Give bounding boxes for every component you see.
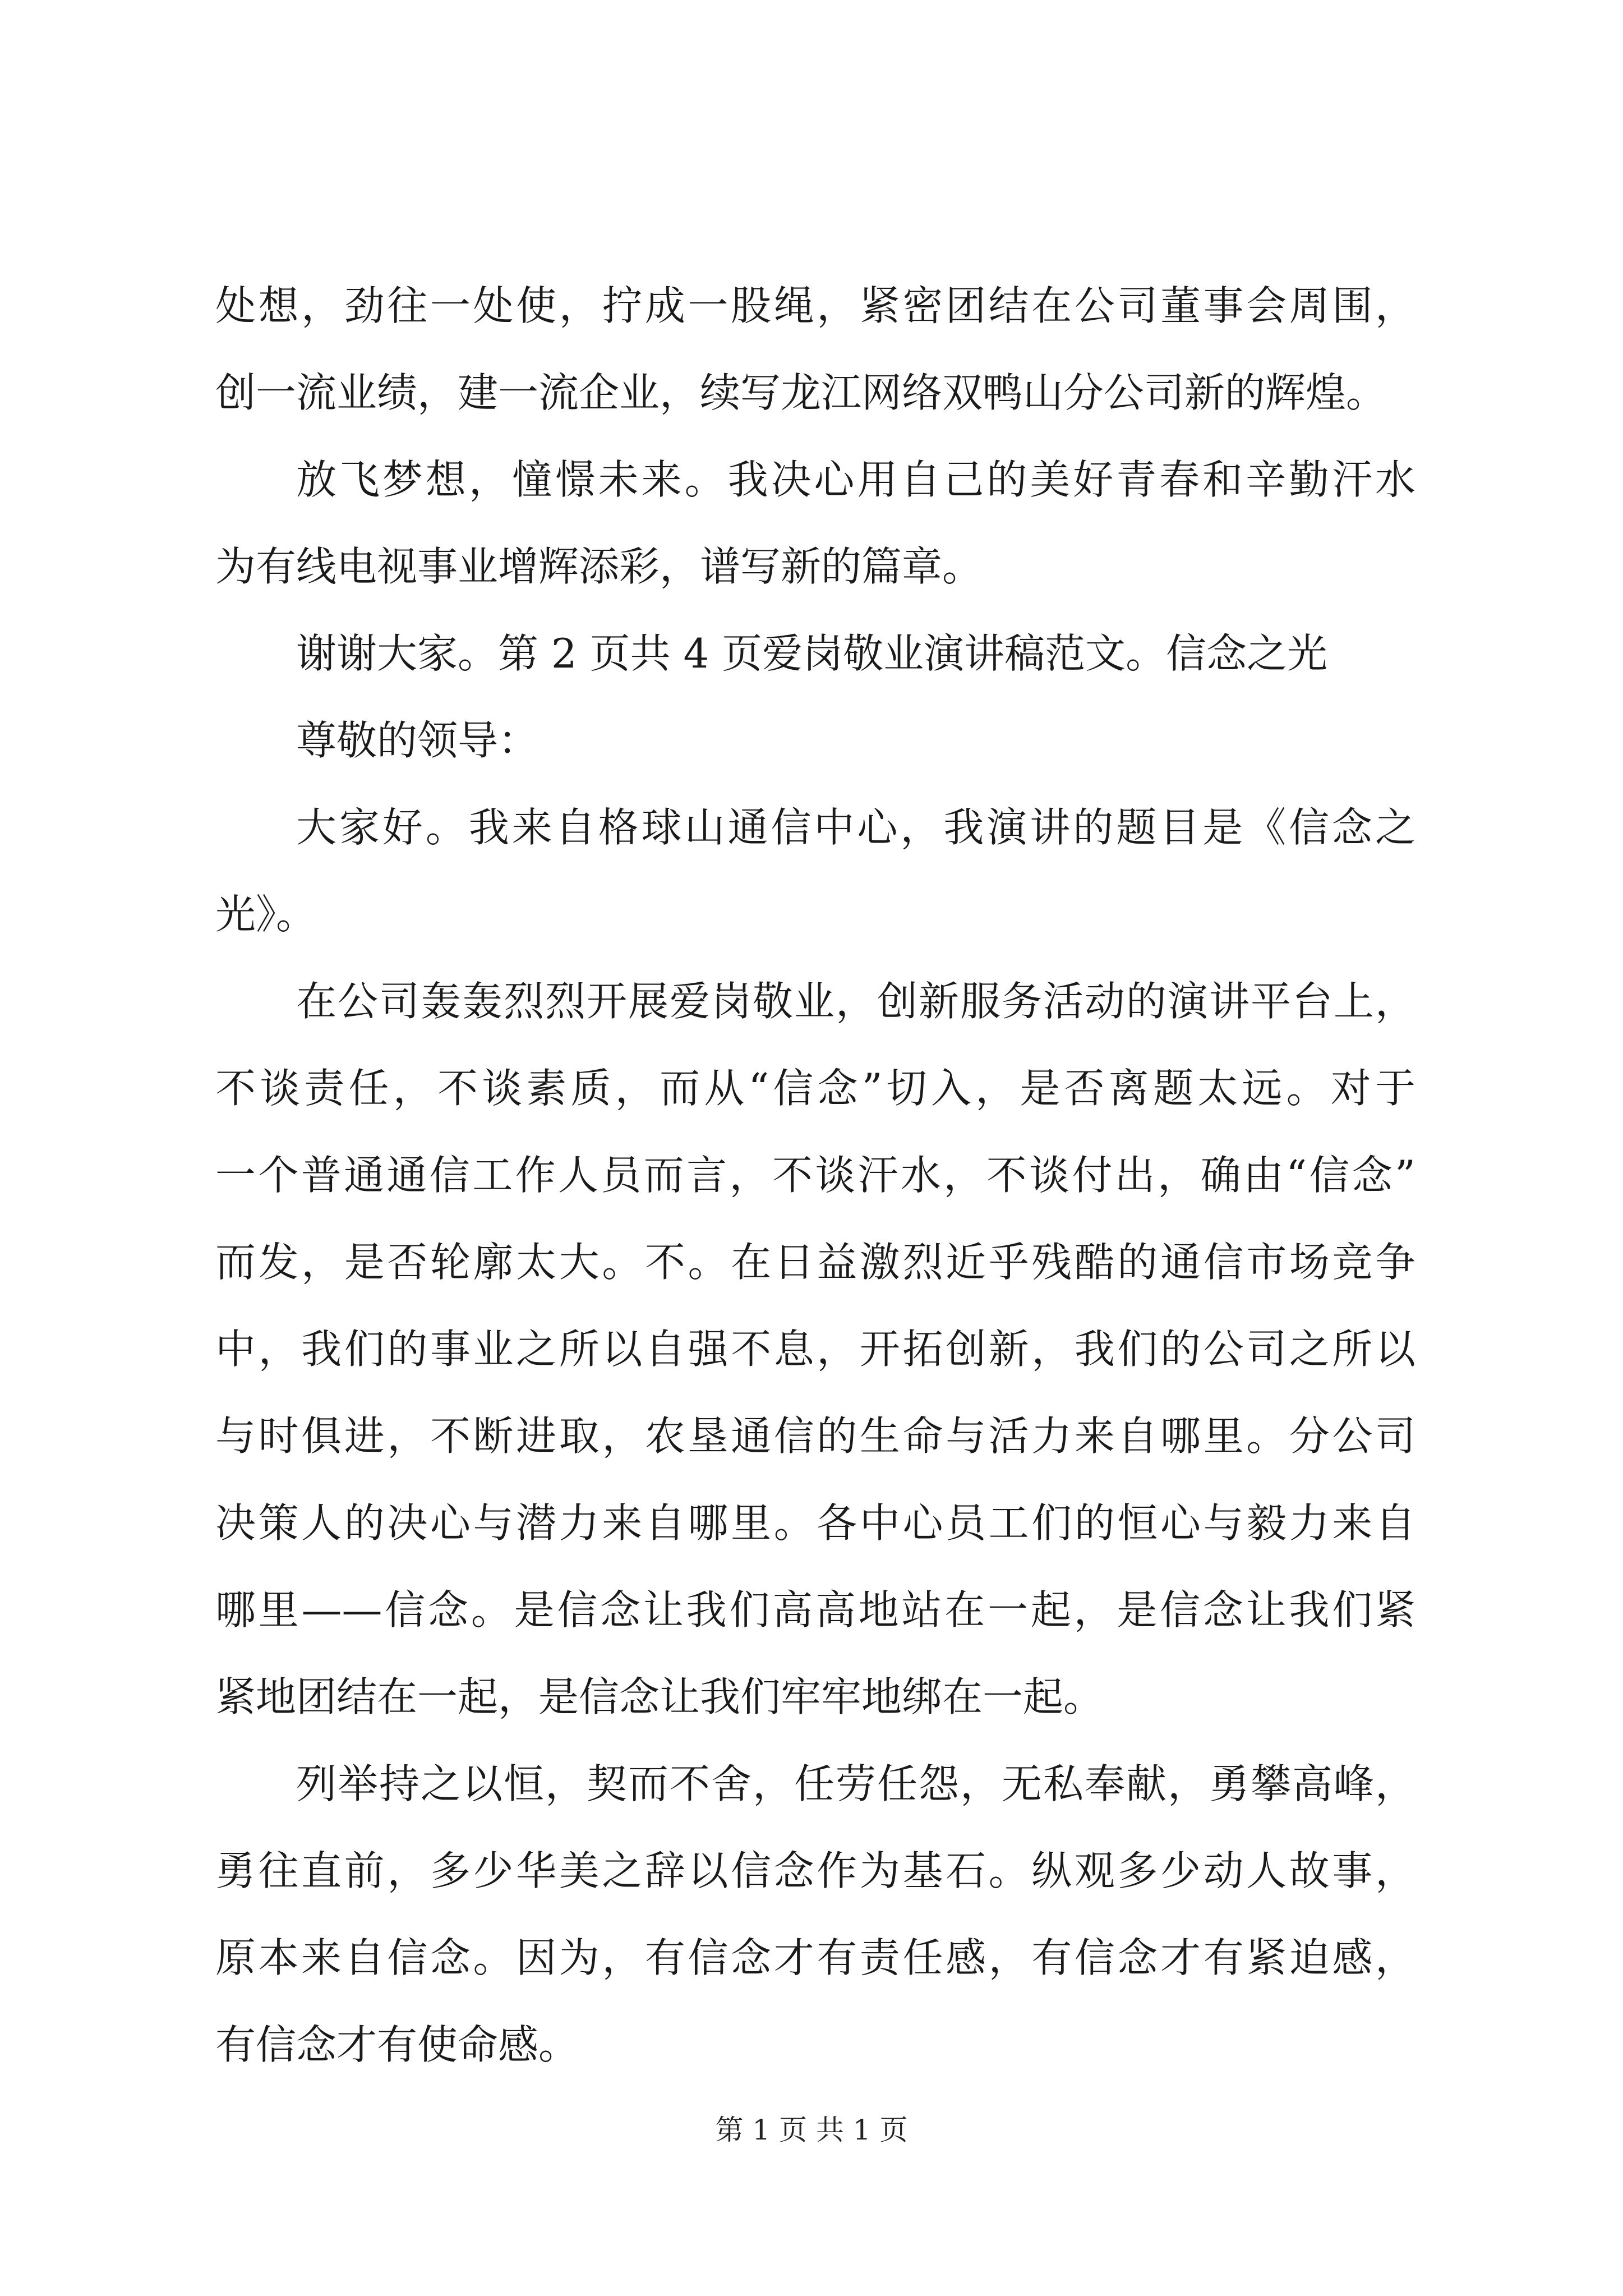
document-body <box>215 263 1415 2088</box>
page-footer: 第 1 页 共 1 页 <box>715 2114 908 2146</box>
text-line: 不谈责任，不谈素质，而从“信念”切入，是否离题太远。对于 <box>215 1065 1415 1112</box>
text-line: 有信念才有使命感。 <box>215 2021 579 2068</box>
text-line: 与时俱进，不断进取，农垦通信的生命与活力来自哪里。分公司 <box>215 1412 1415 1460</box>
text-line: 处想，劲往一处使，拧成一股绳，紧密团结在公司董事会周围， <box>215 282 1415 329</box>
text-line: 大家好。我来自格球山通信中心，我演讲的题目是《信念之 <box>296 804 1415 851</box>
text-line: 紧地团结在一起，是信念让我们牢牢地绑在一起。 <box>215 1673 1104 1720</box>
text-line: 谢谢大家。第 2 页共 4 页爱岗敬业演讲稿范文。信念之光 <box>296 630 1328 677</box>
text-line: 中，我们的事业之所以自强不息，开拓创新，我们的公司之所以 <box>215 1326 1415 1373</box>
text-line: 光》。 <box>215 891 317 938</box>
text-line: 原本来自信念。因为，有信念才有责任感，有信念才有紧迫感， <box>215 1934 1415 1981</box>
text-line: 勇往直前，多少华美之辞以信念作为基石。纵观多少动人故事， <box>215 1847 1415 1894</box>
text-line: 决策人的决心与潜力来自哪里。各中心员工们的恒心与毅力来自 <box>215 1499 1415 1547</box>
text-line: 放飞梦想，憧憬未来。我决心用自己的美好青春和辛勤汗水 <box>296 456 1415 503</box>
text-line: 在公司轰轰烈烈开展爱岗敬业，创新服务活动的演讲平台上， <box>296 978 1415 1025</box>
text-line: 创一流业绩，建一流企业，续写龙江网络双鸭山分公司新的辉煌。 <box>215 369 1387 416</box>
text-line: 一个普通通信工作人员而言，不谈汗水，不谈付出，确由“信念” <box>215 1152 1415 1199</box>
text-line: 列举持之以恒，契而不舍，任劳任怨，无私奉献，勇攀高峰， <box>296 1760 1415 1807</box>
text-line: 为有线电视事业增辉添彩，谱写新的篇章。 <box>215 543 983 590</box>
text-line: 而发，是否轮廓太大。不。在日益激烈近乎残酷的通信市场竞争 <box>215 1239 1415 1286</box>
text-line: 哪里——信念。是信念让我们高高地站在一起，是信念让我们紧 <box>215 1586 1415 1634</box>
text-line: 尊敬的领导： <box>296 717 539 764</box>
